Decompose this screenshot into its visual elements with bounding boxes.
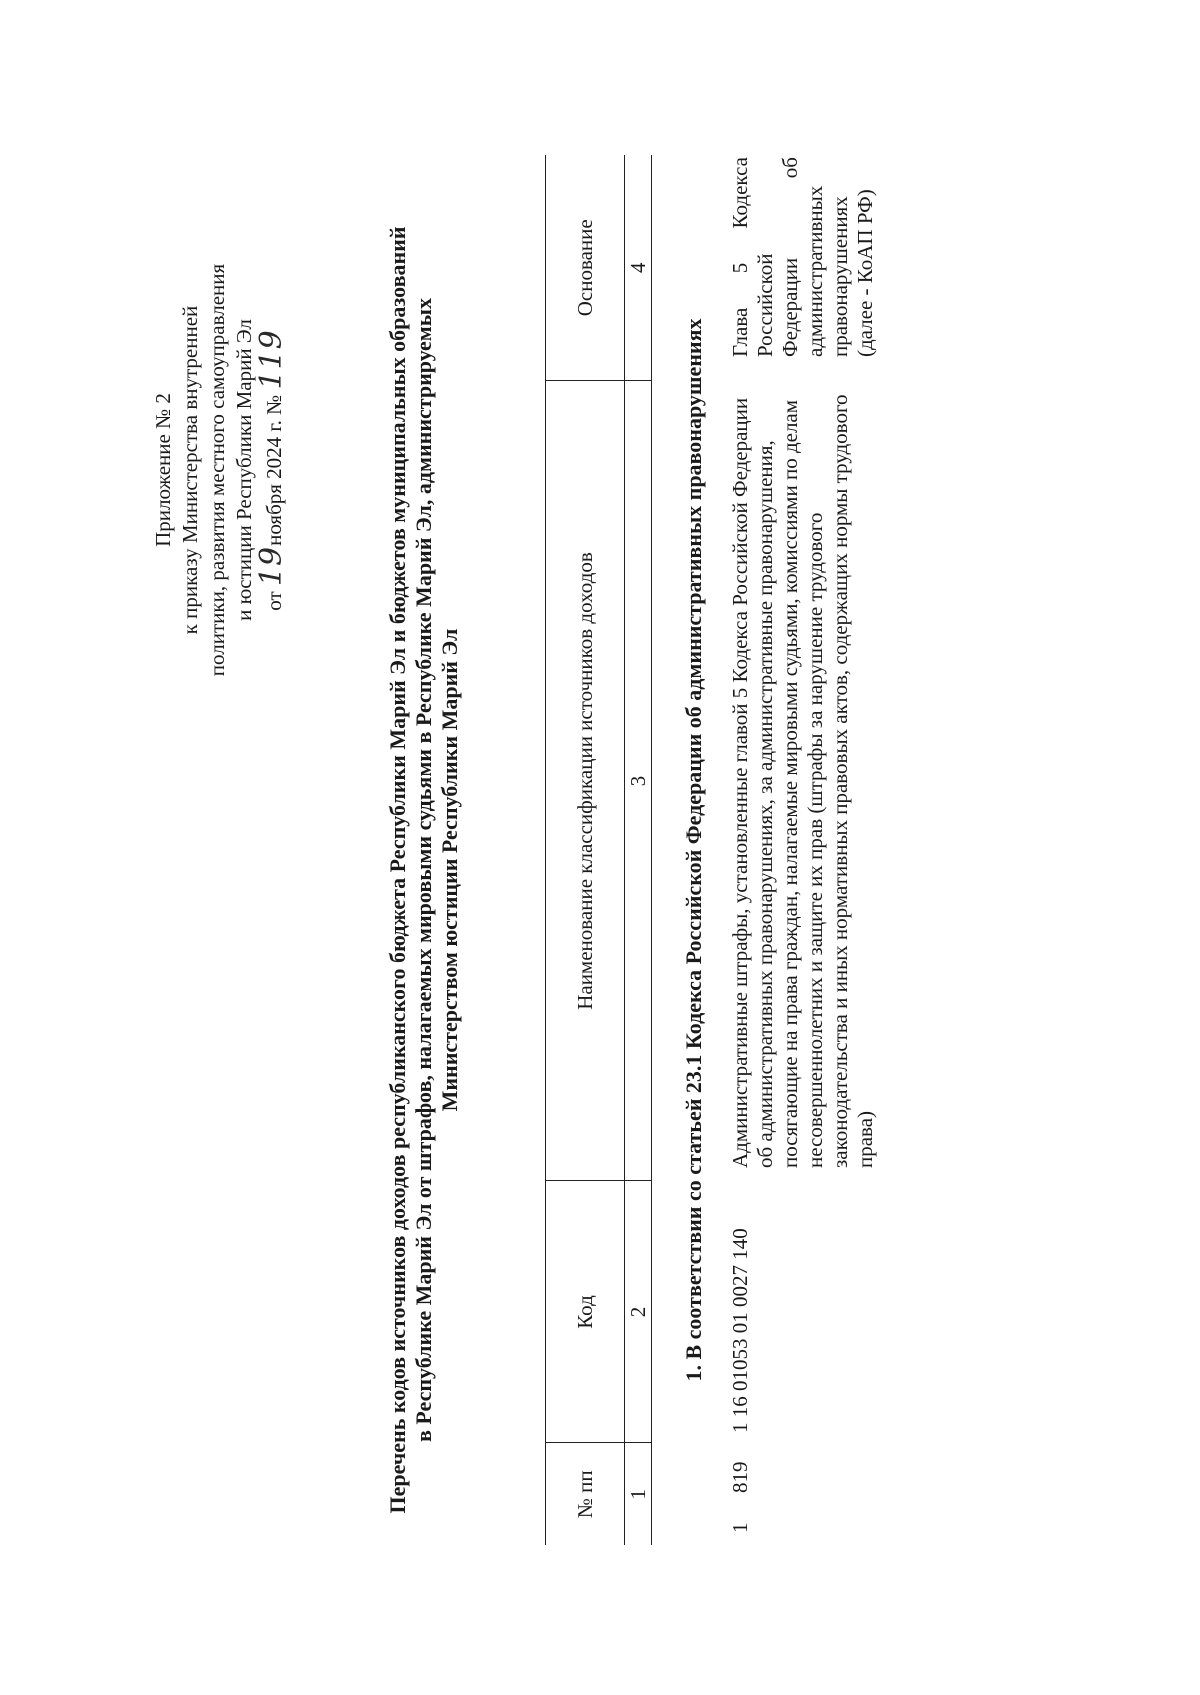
header-name: Наименование классификации источников доходов [546,381,625,1181]
header-basis: Основание [546,155,625,381]
row-code: 1 16 01053 01 0027 140 [728,1228,752,1433]
date-rest: ноября 2024 г. № [262,394,286,546]
appendix-line-3: политики, развития местного самоуправления [205,263,229,677]
row-name: Административные штрафы, установленные главой 5 Кодекса Российской Федерации об административных правонарушениях, за административные правонарушения, посягающие на права граждан, налагаемые мировыми судьями, комиссиями по делам несовершеннолетних и защите их прав (штрафы за нарушение трудового законодательства и иных нормативных правовых актов, содержащих нормы трудового права) [728,394,877,1168]
header-row [546,155,625,1545]
table-row [728,155,928,1545]
row-basis: Глава 5 Кодекса Российской Федерации об административных правонарушениях (далее - КоАП РФ) [728,157,877,357]
date-prefix: от [262,591,286,611]
column-number-2: 2 [625,1181,652,1443]
appendix-date-line [254,240,289,700]
order-number-handwritten: 119 [254,329,289,390]
document-title [385,175,463,1565]
appendix-block [150,240,288,700]
appendix-line-2: к приказу Министерства внутренней [178,305,202,635]
title-line-3: Министерством юстиции Республики Марий Эл [437,628,462,1112]
date-day-handwritten: 19 [254,545,289,587]
row-number: 1 [728,1522,752,1533]
title-line-1: Перечень кодов источников доходов республиканского бюджета Республики Марий Эл и бюджетов муниципальных образований [385,226,410,1514]
column-number-1: 1 [625,1443,652,1545]
header-code: Код [546,1181,625,1443]
column-number-3: 3 [625,381,652,1181]
appendix-line-1: Приложение № 2 [151,393,175,547]
row-org-code: 819 [728,1461,752,1493]
title-line-2: в Республике Марий Эл от штрафов, налагаемых мировыми судьями в Республике Марий Эл, администрируемых [411,298,436,1442]
column-number-row [625,155,652,1545]
codes-table-header [545,155,652,1545]
appendix-line-4: и юстиции Республики Марий Эл [232,319,256,621]
header-num: № пп [546,1443,625,1545]
section-title: 1. В соответствии со статьей 23.1 Кодекса Российской Федерации об административных правонарушениях [681,318,706,1382]
column-number-4: 4 [625,155,652,381]
